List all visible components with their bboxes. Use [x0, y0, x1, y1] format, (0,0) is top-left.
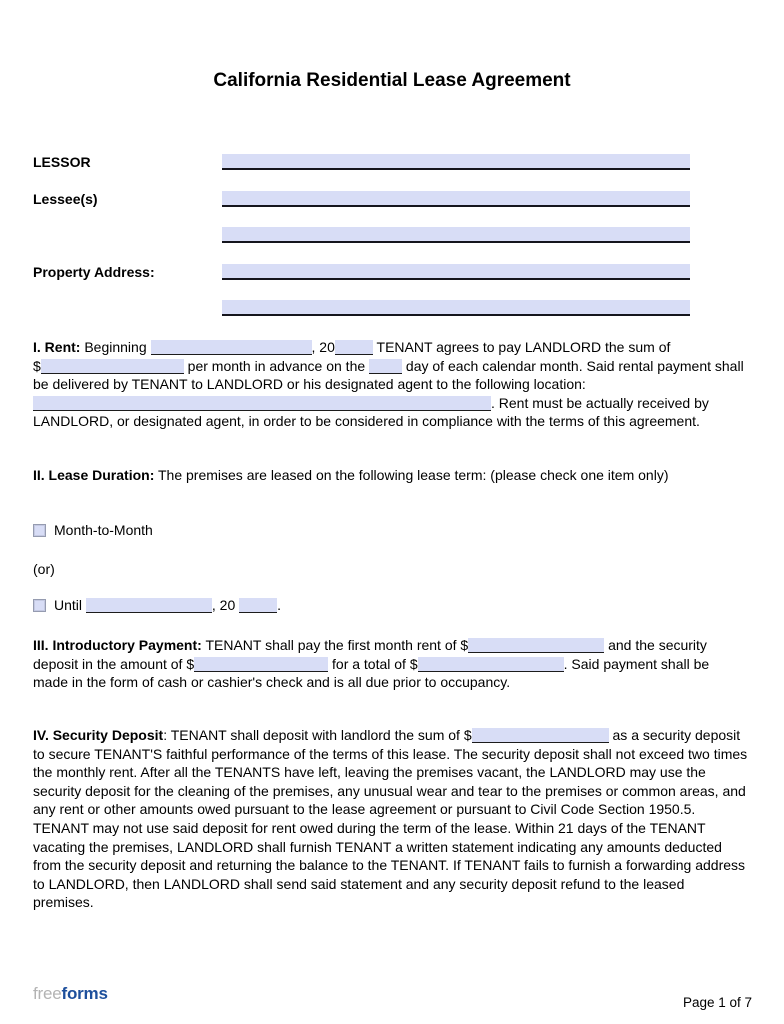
- property-address-label: Property Address:: [33, 264, 155, 280]
- form-blank[interactable]: [151, 340, 312, 355]
- paragraph-text: . Rent must be actually received by LANDLORD, or designated agent, in order to be considered in compliance with the terms of this agreement.: [33, 394, 709, 430]
- until-label: [54, 596, 281, 615]
- form-blank[interactable]: [33, 396, 491, 411]
- until-option: [33, 596, 281, 615]
- section-lease-duration-heading: [33, 466, 748, 485]
- paragraph-text: per month in advance on the: [183, 357, 370, 374]
- lessee-row: [33, 191, 693, 207]
- paragraph-text: as a security deposit to secure TENANT'S faithful performance of the terms of this lease. The security deposit shall not exceed two times the monthly rent. After all the TENANTS have left, leaving the premises vacant, the LANDLORD may use the security deposit for the cleaning of the premises, any unusual wear and tear to the premises or common areas, and any rent or other amounts owed pursuant to the lease agreement or pursuant to Civil Code Section 1950.5. TENANT may not use said deposit for rent owed during the term of the lease. Within 21 days of the TENANT vacating the premises, LANDLORD shall furnish TENANT a written statement indicating any amounts deducted from the security deposit and returning the balance to the TENANT. If TENANT fails to furnish a forwarding address to LANDLORD, then LANDLORD shall send said statement and any security deposit refund to the leased premises.: [33, 727, 748, 911]
- form-blank[interactable]: [41, 359, 184, 374]
- section-heading-text: III. Introductory Payment:: [33, 637, 202, 653]
- lessee-field[interactable]: [222, 191, 690, 207]
- checkbox-month-to-month[interactable]: [33, 524, 46, 537]
- logo-free-text: free: [33, 984, 62, 1003]
- paragraph-text: day of each calendar month. Said rental payment shall be delivered by TENANT to LANDLORD or his designated agent to the following location:: [33, 357, 744, 393]
- paragraph-text: TENANT shall pay the first month rent of: [201, 637, 461, 653]
- lessor-row: [33, 154, 693, 170]
- inline-group: [186, 656, 328, 672]
- inline-group: [212, 597, 281, 613]
- form-blank[interactable]: [194, 657, 328, 672]
- section-heading-text: II. Lease Duration:: [33, 467, 155, 483]
- section-heading-text: I. Rent:: [33, 339, 81, 355]
- month-to-month-option: [33, 521, 153, 540]
- form-blank[interactable]: [369, 359, 402, 374]
- section-rent: [33, 338, 748, 431]
- paragraph-text: $: [409, 655, 418, 672]
- paragraph-text: for a total of: [328, 655, 410, 672]
- paragraph-text: Until: [54, 597, 86, 613]
- property-address-row-2: [33, 300, 693, 316]
- paragraph-text: $: [186, 655, 195, 672]
- paragraph-text: $: [463, 727, 472, 743]
- paragraph-text: Said payment shall be made in the form of cash or cashier's check and is all due prior to occupancy.: [33, 655, 710, 691]
- inline-group: [33, 358, 184, 374]
- page-title: California Residential Lease Agreement: [213, 70, 571, 91]
- inline-group: [460, 637, 604, 653]
- lessee-label: Lessee(s): [33, 191, 98, 207]
- paragraph-text: TENANT agrees to pay LANDLORD the sum of: [372, 339, 671, 355]
- property-address-field-2[interactable]: [222, 300, 690, 316]
- paragraph-text: and the security deposit in the amount of: [33, 637, 707, 672]
- section-introductory-payment: [33, 636, 748, 692]
- paragraph-text: : TENANT shall deposit with landlord the sum of: [163, 727, 464, 743]
- paragraph-text: .: [563, 655, 568, 672]
- section-security-deposit: [33, 726, 748, 912]
- form-blank[interactable]: [335, 340, 373, 355]
- property-address-row: [33, 264, 693, 280]
- lessee-row-2: [33, 227, 693, 243]
- paragraph-text: , 20: [211, 597, 240, 613]
- form-blank[interactable]: [468, 638, 604, 653]
- paragraph-text: Beginning: [80, 339, 151, 355]
- lessee-field-2[interactable]: [222, 227, 690, 243]
- form-blank[interactable]: [86, 598, 212, 613]
- paragraph-text: $: [33, 357, 41, 374]
- month-to-month-label: Month-to-Month: [54, 522, 153, 538]
- paragraph-text: $: [460, 637, 469, 653]
- form-blank[interactable]: [472, 728, 609, 743]
- paragraph-text: , 20: [311, 339, 335, 355]
- checkbox-until[interactable]: [33, 599, 46, 612]
- section-heading-text: IV. Security Deposit: [33, 727, 164, 743]
- paragraph-text: The premises are leased on the following lease term: (please check one item only): [154, 467, 669, 483]
- paragraph-text: .: [277, 597, 282, 613]
- property-address-field[interactable]: [222, 264, 690, 280]
- freeforms-logo: [33, 984, 108, 1004]
- or-label: (or): [33, 561, 55, 577]
- form-blank[interactable]: [418, 657, 564, 672]
- inline-group: [464, 727, 609, 743]
- page-number: Page 1 of 7: [682, 995, 752, 1010]
- inline-group: [312, 339, 373, 355]
- logo-forms-text: forms: [61, 984, 108, 1003]
- inline-group: [410, 656, 568, 672]
- lessor-field[interactable]: [222, 154, 690, 170]
- form-blank[interactable]: [239, 598, 277, 613]
- lessor-label: LESSOR: [33, 154, 91, 170]
